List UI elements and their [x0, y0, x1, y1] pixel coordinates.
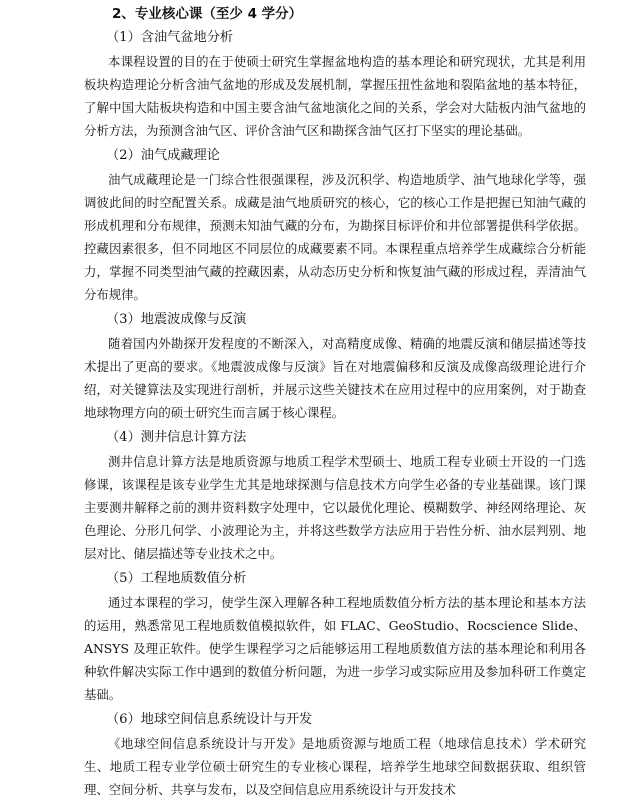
section-title: 2、专业核心课（至少 4 学分）	[112, 6, 303, 22]
course-heading: （4）测井信息计算方法	[106, 430, 247, 445]
course-block	[84, 427, 586, 565]
course-description: 随着国内外勘探开发程度的不断深入，对高精度成像、精确的地震反演和储层描述等技术提出了更高的要求。《地震波成像与反演》旨在对地震偏移和反演及成像高级理论进行介绍，对关键算法及实现进行剖析，并展示这些关键技术在应用过程中的应用案例，对于勘查地球物理方向的硕士研究生而言属于核心课程。	[84, 336, 586, 420]
course-heading: （2）油气成藏理论	[106, 148, 220, 163]
course-heading: （5）工程地质数值分析	[106, 571, 247, 586]
course-description: 油气成藏理论是一门综合性很强课程，涉及沉积学、构造地质学、油气地球化学等，强调彼此间的时空配置关系。成藏是油气地质研究的核心，它的核心工作是把握已知油气藏的形成机理和分布规律，预测未知油气藏的分布，为勘探目标评价和井位部署提供科学依据。控藏因素很多，但不同地区不同层位的成藏要素不同。本课程重点培养学生成藏综合分析能力，掌握不同类型油气藏的控藏因素，从动态历史分析和恢复油气藏的形成过程，弄清油气分布规律。	[84, 172, 586, 302]
course-block	[84, 309, 586, 424]
course-block	[84, 568, 586, 706]
course-description: 通过本课程的学习，使学生深入理解各种工程地质数值分析方法的基本理论和基本方法的运用，熟悉常见工程地质数值模拟软件，如 FLAC、GeoStudio、Rocscience Slide、ANSYS 及理正软件。使学生课程学习之后能够运用工程地质数值方法的基本理论和利用各种软件解决实际工作中遇到的数值分析问题，为进一步学习或实际应用及参加科研工作奠定基础。	[84, 595, 586, 702]
course-block	[84, 27, 586, 142]
course-heading: （1）含油气盆地分析	[106, 30, 234, 45]
course-heading: （6）地球空间信息系统设计与开发	[106, 712, 313, 727]
course-block	[84, 709, 586, 801]
course-description: 测井信息计算方法是地质资源与地质工程学术型硕士、地质工程专业硕士开设的一门选修课，该课程是该专业学生尤其是地球探测与信息技术方向学生必备的专业基础课。该门课主要测井解释之前的测井资料数字处理中，它以最优化理论、模糊数学、神经网络理论、灰色理论、分形几何学、小波理论为主，并将这些数学方法应用于岩性分析、油水层判别、地层对比、储层描述等专业技术之中。	[84, 454, 586, 561]
course-block	[84, 145, 586, 306]
course-description: 本课程设置的目的在于使硕士研究生掌握盆地构造的基本理论和研究现状，尤其是利用板块构造理论分析含油气盆地的形成及发展机制，掌握压扭性盆地和裂陷盆地的基本特征，了解中国大陆板块构造和中国主要含油气盆地演化之间的关系，学会对大陆板内油气盆地的分析方法，为预测含油气区、评价含油气区和勘探含油气区打下坚实的理论基础。	[84, 54, 586, 138]
course-description: 《地球空间信息系统设计与开发》是地质资源与地质工程（地球信息技术）学术研究生、地质工程专业学位硕士研究生的专业核心课程，培养学生地球空间数据获取、组织管理、空间分析、共享与发布，以及空间信息应用系统设计与开发技术	[84, 736, 586, 797]
course-heading: （3）地震波成像与反演	[106, 312, 247, 327]
